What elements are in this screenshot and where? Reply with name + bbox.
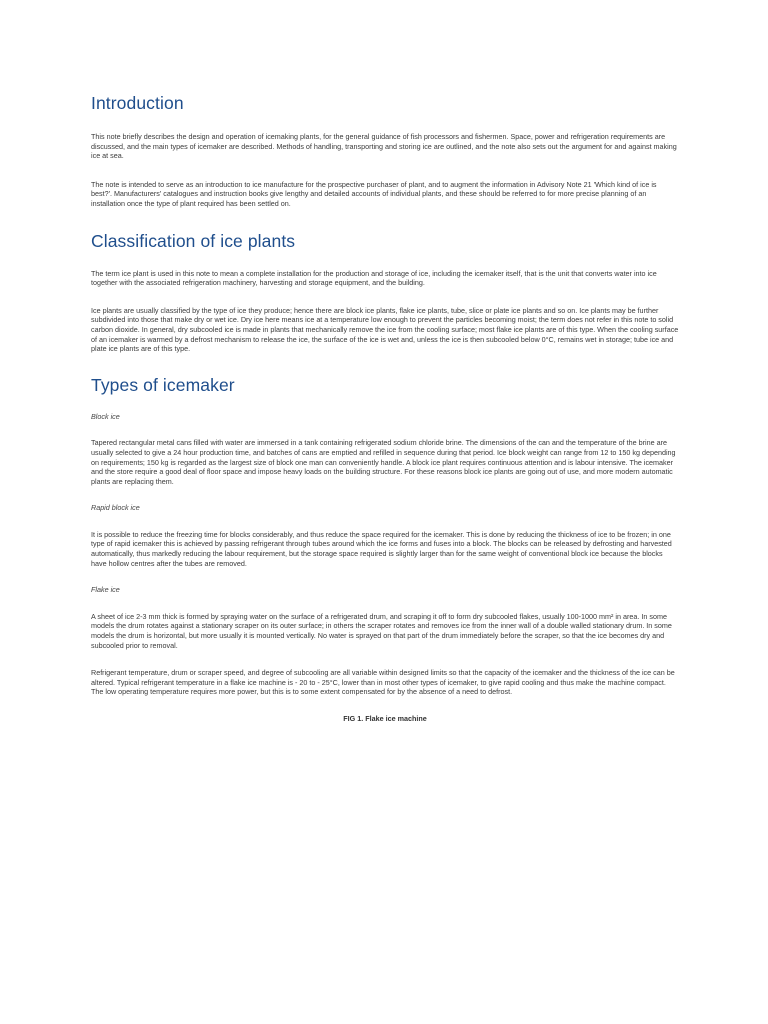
figure-caption: FIG 1. Flake ice machine [343,714,427,723]
document-page [91,0,679,724]
classification-paragraph-1: The term ice plant is used in this note to mean a complete installation for the production and storage of ice, including the icemaker itself, that is the unit that converts water into ice together with the associated refrigeration machinery, harvesting and storage equipment, and the building. [91,268,657,288]
classification-paragraph-2: Ice plants are usually classified by the type of ice they produce; hence there are block ice plants, flake ice plants, tube, slice or plate ice plants and so on. Ice plants may be further subdivided into those that make dry or wet ice. Dry ice here means ice at a temperature low enough to prevent the particles becoming moist; the term does not refer in this note to solid carbon dioxide. In general, dry subcooled ice is made in plants that mechanically remove the ice from the cooling surface; most flake ice plants are of this type. When the cooling surface of an icemaker is warmed by a defrost mechanism to release the ice, the surface of the ice is wet and, unless the ice is then subcooled below 0°C, remains wet in storage; tube ice and plate ice plants are of this type. [91,305,679,354]
heading-types-of-icemaker: Types of icemaker [91,374,235,395]
rapid-block-ice-paragraph: It is possible to reduce the freezing time for blocks considerably, and thus reduce the space required for the icemaker. This is done by reducing the thickness of ice to be frozen; in one type of rapid icemaker this is achieved by passing refrigerant through tubes around which the ice forms and fuses into a block. The blocks can be released by defrosting and harvested automatically, thus markedly reducing the labour requirement, but the storage space required is slightly larger than for the same weight of conventional block ice because the blocks have hollow centres after the tubes are removed. [91,529,672,568]
subheading-flake-ice: Flake ice [91,585,120,595]
flake-ice-paragraph-2: Refrigerant temperature, drum or scraper speed, and degree of subcooling are all variable within designed limits so that the capacity of the icemaker and the thickness of the ice can be altered. Typical refrigerant temperature in a flake ice machine is - 20 to - 25°C, lower than in most other types of icemaker, to give rapid cooling and thus make the machine compact. The low operating temperature requires more power, but this is to some extent compensated for by the absence of a need to defrost. [91,668,675,697]
flake-ice-paragraph-1: A sheet of ice 2-3 mm thick is formed by spraying water on the surface of a refrigerated drum, and scraping it off to form dry subcooled flakes, usually 100-1000 mm² in area. In some models the drum rotates against a stationary scraper on its outer surface; in others the scraper rotates and removes ice from the inner wall of a double walled stationary drum. In some models the drum is horizontal, but more usually it is mounted vertically. No water is sprayed on that part of the drum immediately before the scraper, so that the ice becomes dry and subcooled prior to removal. [91,611,672,650]
block-ice-paragraph: Tapered rectangular metal cans filled with water are immersed in a tank containing refrigerated sodium chloride brine. The dimensions of the can and the temperature of the brine are usually selected to give a 24 hour production time, and batches of cans are emptied and refilled in sequence during that period. Ice block weight can range from 12 to 150 kg depending on requirements; 150 kg is regarded as the largest size of block one man can conveniently handle. A block ice plant requires continuous attention and is labour intensive. The icemaker and the store require a good deal of floor space and impose heavy loads on the building structure. For these reasons block ice plants are going out of use, and more modern automatic plants are replacing them. [91,438,676,486]
subheading-rapid-block-ice: Rapid block ice [91,503,140,513]
subheading-block-ice: Block ice [91,411,120,421]
intro-paragraph-2: The note is intended to serve as an introduction to ice manufacture for the prospective purchaser of plant, and to augment the information in Advisory Note 21 'Which kind of ice is best?'. Manufacturers' catalogues and instruction books give lengthy and detailed accounts of individual plants, and these should be referred to for more precise planning of an installation once the type of plant required has been settled on. [91,179,657,208]
intro-paragraph-1: This note briefly describes the design and operation of icemaking plants, for the general guidance of fish processors and fishermen. Space, power and refrigeration requirements are discussed, and the main types of icemaker are described. Methods of handling, transporting and storing ice are outlined, and the note also sets out the argument for and against making ice at sea. [91,132,677,161]
heading-introduction: Introduction [91,93,184,113]
heading-classification: Classification of ice plants [91,230,296,251]
